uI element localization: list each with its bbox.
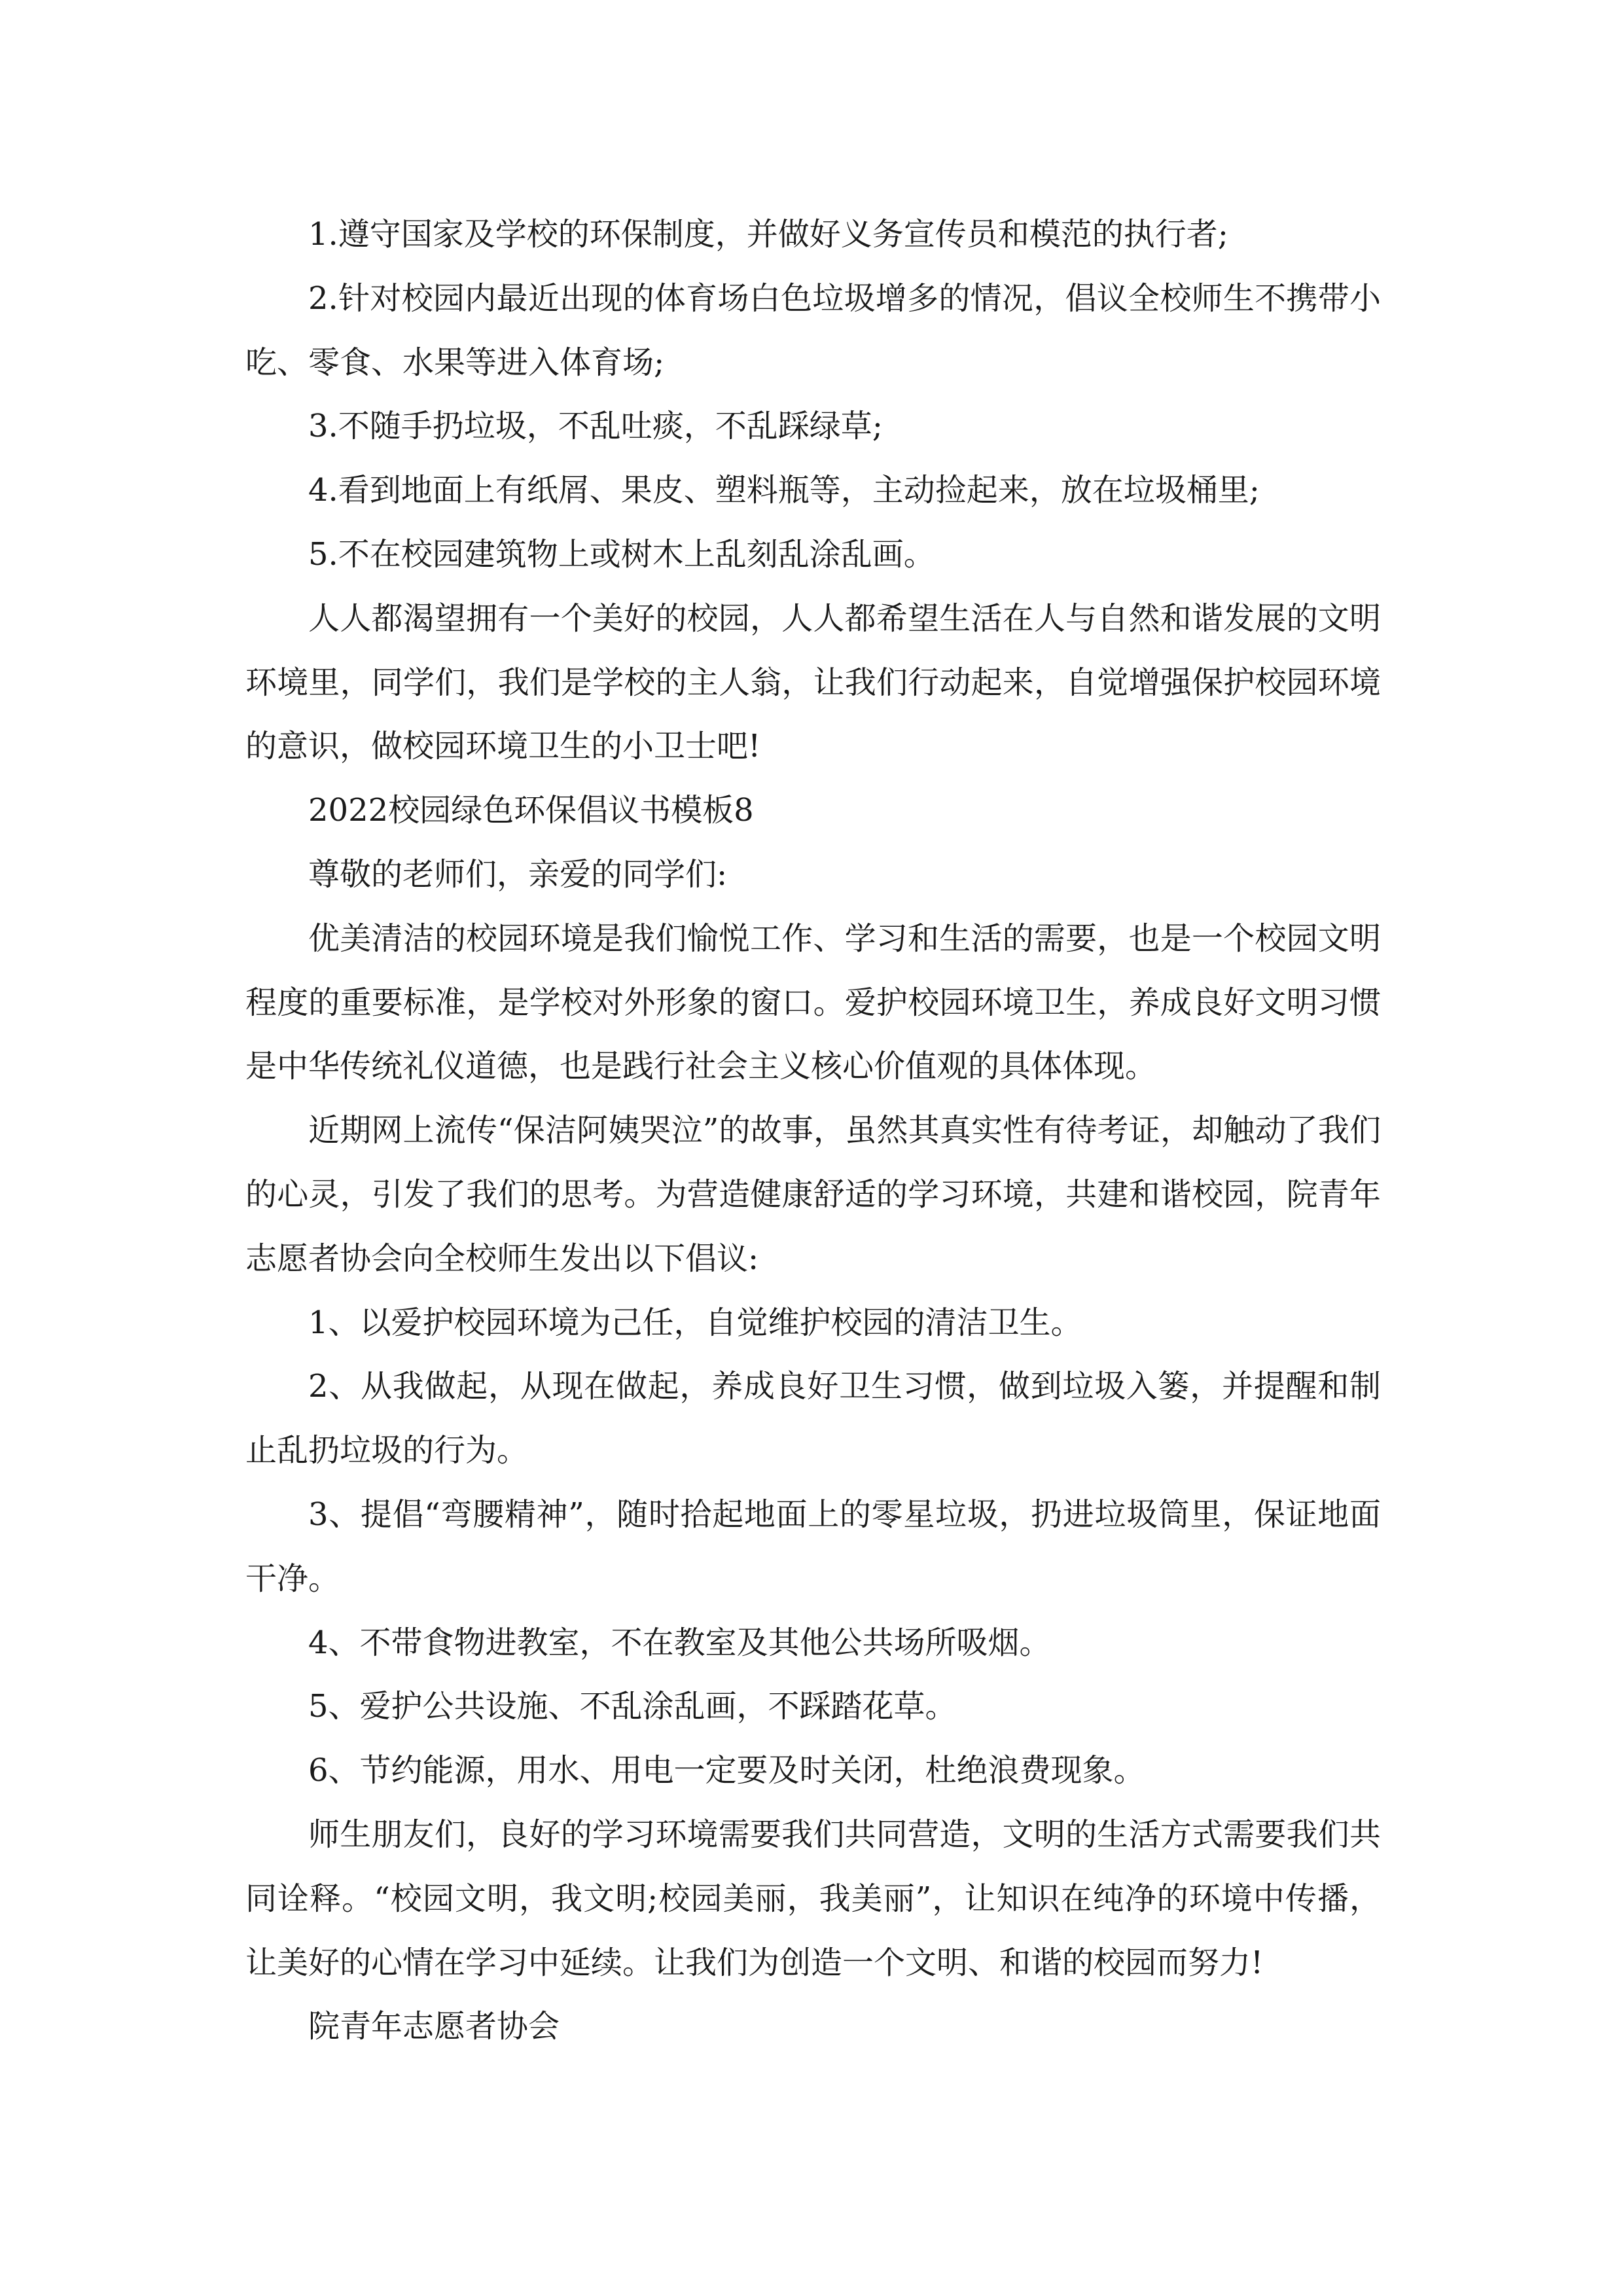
proposal-item-5: 5、爱护公共设施、不乱涂乱画，不踩踏花草。 (308, 1688, 957, 1725)
proposal-item-1: 1、以爱护校园环境为己任，自觉维护校园的清洁卫生。 (308, 1304, 1082, 1341)
list-item-5: 5.不在校园建筑物上或树木上乱刻乱涂乱画。 (308, 535, 935, 573)
proposal-item-2: 2、从我做起，从现在做起，养成良好卫生习惯，做到垃圾入篓，并提醒和制止乱扔垃圾的行为。 (245, 1368, 1381, 1469)
signature: 院青年志愿者协会 (308, 2008, 560, 2045)
proposal-item-3: 3、提倡“弯腰精神”，随时拾起地面上的零星垃圾，扔进垃圾筒里，保证地面干净。 (245, 1496, 1381, 1597)
closing-paragraph: 人人都渴望拥有一个美好的校园，人人都希望生活在人与自然和谐发展的文明环境里，同学们，我们是学校的主人翁，让我们行动起来，自觉增强保护校园环境的意识，做校园环境卫生的小卫士吧! (245, 600, 1381, 765)
context-paragraph: 近期网上流传“保洁阿姨哭泣”的故事，虽然其真实性有待考证，却触动了我们的心灵，引发了我们的思考。为营造健康舒适的学习环境，共建和谐校园，院青年志愿者协会向全校师生发出以下倡议: (245, 1112, 1381, 1277)
list-item-2: 2.针对校园内最近出现的体育场白色垃圾增多的情况，倡议全校师生不携带小吃、零食、水果等进入体育场; (245, 279, 1381, 381)
list-item-1: 1.遵守国家及学校的环保制度，并做好义务宣传员和模范的执行者; (308, 216, 1228, 253)
intro-paragraph: 优美清洁的校园环境是我们愉悦工作、学习和生活的需要，也是一个校园文明程度的重要标准，是学校对外形象的窗口。爱护校园环境卫生，养成良好文明习惯是中华传统礼仪道德，也是践行社会主义核心价值观的具体体现。 (245, 920, 1381, 1085)
list-item-3: 3.不随手扔垃圾，不乱吐痰，不乱踩绿草; (308, 408, 883, 445)
document-body (245, 203, 1381, 2059)
proposal-item-4: 4、不带食物进教室，不在教室及其他公共场所吸烟。 (308, 1624, 1051, 1661)
section-title: 2022校园绿色环保倡议书模板8 (308, 792, 754, 829)
list-item-4: 4.看到地面上有纸屑、果皮、塑料瓶等，主动捡起来，放在垃圾桶里; (308, 472, 1260, 509)
salutation: 尊敬的老师们，亲爱的同学们: (308, 855, 728, 893)
conclusion-paragraph: 师生朋友们，良好的学习环境需要我们共同营造，文明的生活方式需要我们共同诠释。“校园文明，我文明;校园美丽，我美丽”，让知识在纯净的环境中传播，让美好的心情在学习中延续。让我们为创造一个文明、和谐的校园而努力! (245, 1816, 1381, 1981)
proposal-item-6: 6、节约能源，用水、用电一定要及时关闭，杜绝浪费现象。 (308, 1752, 1145, 1789)
